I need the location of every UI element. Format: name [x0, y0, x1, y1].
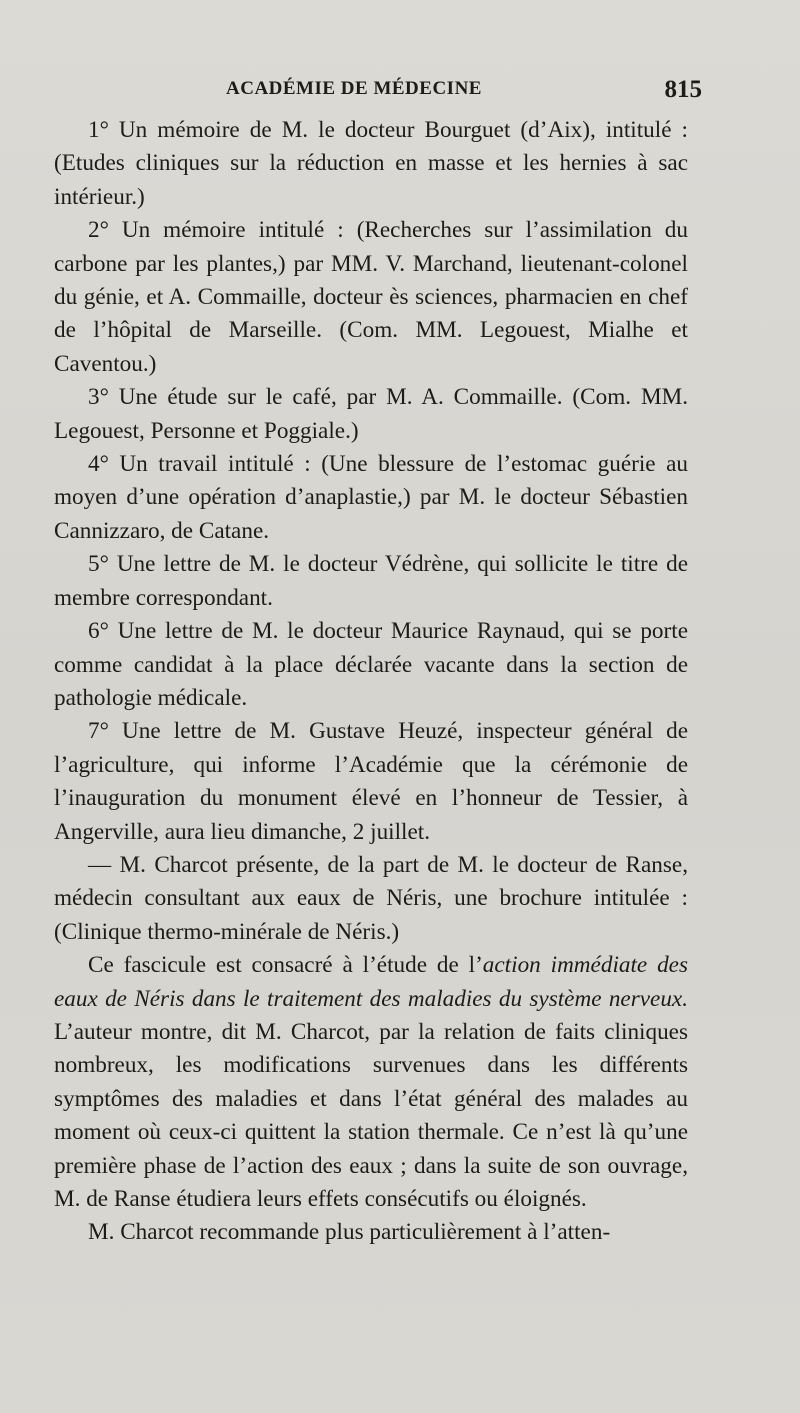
paragraph-item-2: 2° Un mémoire intitulé : (Recherches sur l’assimilation du carbone par les plantes,) par MM. V. Marchand, lieutenant-colonel du génie, et A. Commaille, docteur ès sciences, pharmacien en chef de l’hôpital de Marseille. (Com. MM. Legouest, Mialhe et Caventou.): [54, 217, 688, 377]
paragraph-item-1: 1° Un mémoire de M. le docteur Bourguet (d’Aix), intitulé : (Etudes cliniques sur la réduction en masse et les hernies à sac intérieur.): [54, 117, 688, 210]
paragraph-item-5: 5° Une lettre de M. le docteur Védrène, qui sollicite le titre de membre correspondant.: [54, 551, 688, 611]
paragraph-item-3: 3° Une étude sur le café, par M. A. Commaille. (Com. MM. Legouest, Personne et Poggiale.): [54, 384, 688, 444]
fascicule-text-end: L’auteur montre, dit M. Charcot, par la relation de faits cliniques nombreux, les modifications survenues dans les différents symptômes des maladies et dans l’état général des malades au moment où ceux-ci quittent la station thermale. Ce n’est là qu’une première phase de l’action des eaux ; dans la suite de son ouvrage, M. de Ranse étudiera leurs effets consécutifs ou éloignés.: [54, 1018, 688, 1212]
paragraph-item-6: 6° Une lettre de M. le docteur Maurice Raynaud, qui se porte comme candidat à la place déclarée vacante dans la section de pathologie médicale.: [54, 618, 688, 711]
page-number: 815: [664, 76, 702, 103]
fascicule-italic-title: action immédiate des eaux de Néris dans le traitement des maladies du système nerveux.: [54, 952, 688, 1012]
body-text: [54, 114, 688, 1250]
running-header: [54, 76, 702, 106]
paragraph-fascicule: [54, 949, 688, 1216]
paragraph-item-4: 4° Un travail intitulé : (Une blessure de l’estomac guérie au moyen d’une opération d’anaplastie,) par M. le docteur Sébastien Cannizzaro, de Catane.: [54, 451, 688, 544]
paragraph-item-7: 7° Une lettre de M. Gustave Heuzé, inspecteur général de l’agriculture, qui informe l’Académie que la cérémonie de l’inauguration du monument élevé en l’honneur de Tessier, à Angerville, aura lieu dimanche, 2 juillet.: [54, 718, 688, 845]
paragraph-charcot-presentation: — M. Charcot présente, de la part de M. le docteur de Ranse, médecin consultant aux eaux de Néris, une brochure intitulée : (Clinique thermo-minérale de Néris.): [54, 851, 688, 945]
fascicule-text-start: Ce fascicule est consacré à l’étude de l’: [88, 952, 483, 979]
paragraph-charcot-recommendation: M. Charcot recommande plus particulièrement à l’atten-: [88, 1219, 611, 1246]
running-title: ACADÉMIE DE MÉDECINE: [226, 78, 482, 99]
